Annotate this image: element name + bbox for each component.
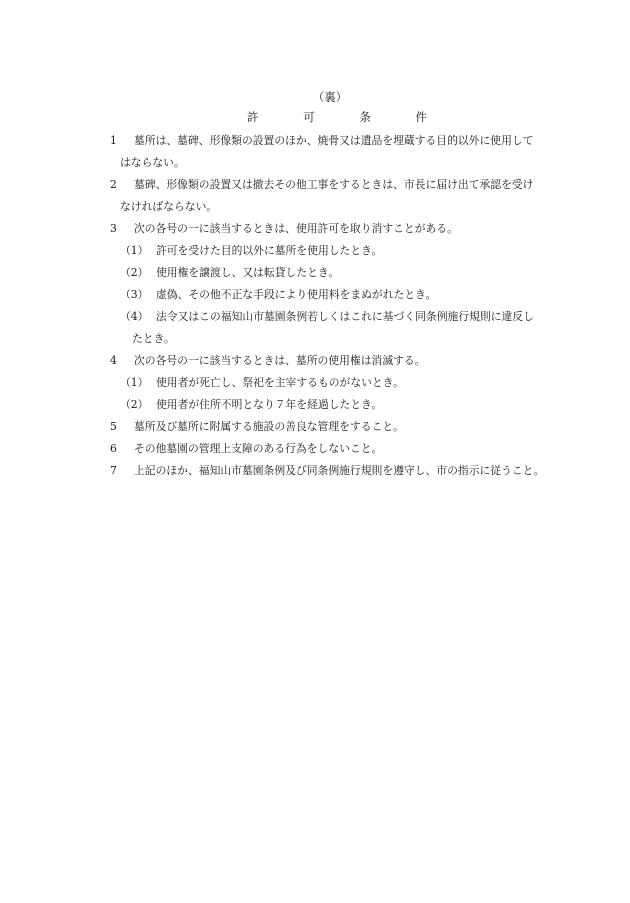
item-number: 5 — [110, 420, 117, 433]
condition-3-sub-3 — [110, 284, 580, 306]
sub-item-text: 使用者が住所不明となり７年を経過したとき。 — [156, 398, 383, 411]
page-title — [247, 109, 427, 125]
conditions-list — [110, 130, 580, 482]
sub-item-number: （1） — [120, 244, 149, 257]
sub-item-text: 法令又はこの福知山市墓園条例若しくはこれに基づく同条例施行規則に違反し — [156, 310, 534, 323]
item-number: 2 — [110, 178, 117, 191]
sub-item-number: （2） — [120, 266, 149, 279]
item-text: 次の各号の一に該当するときは、墓所の使用権は消滅する。 — [134, 354, 426, 367]
reverse-side-label: （裏） — [312, 90, 348, 104]
item-text: 墓碑、形像類の設置又は撤去その他工事をするときは、市長に届け出て承認を受け — [134, 178, 534, 191]
sub-item-text: 虚偽、その他不正な手段により使用料をまぬがれたとき。 — [156, 288, 437, 301]
sub-item-text: 許可を受けた目的以外に墓所を使用したとき。 — [156, 244, 383, 257]
condition-3-sub-1 — [110, 240, 580, 262]
title-char-2: 可 — [303, 110, 315, 124]
title-char-4: 件 — [415, 110, 427, 124]
item-text: その他墓園の管理上支障のある行為をしないこと。 — [134, 442, 383, 455]
condition-4-sub-2 — [110, 394, 580, 416]
sub-item-number: （4） — [120, 310, 149, 323]
condition-3-sub-2 — [110, 262, 580, 284]
sub-item-number: （3） — [120, 288, 149, 301]
condition-2 — [110, 174, 580, 196]
title-char-1: 許 — [247, 110, 259, 124]
condition-5 — [110, 416, 580, 438]
condition-4-sub-1 — [110, 372, 580, 394]
condition-3-sub-4-continued: たとき。 — [132, 332, 175, 345]
item-number: 6 — [110, 442, 117, 455]
item-text: 墓所は、墓碑、形像類の設置のほか、焼骨又は遺品を埋蔵する目的以外に使用して — [134, 134, 534, 147]
condition-3 — [110, 218, 580, 240]
item-number: 1 — [110, 134, 117, 147]
condition-1-continued: はならない。 — [120, 156, 185, 169]
item-number: 3 — [110, 222, 117, 235]
title-char-3: 条 — [359, 110, 371, 124]
sub-item-number: （1） — [120, 376, 149, 389]
condition-6 — [110, 438, 580, 460]
condition-3-sub-4 — [110, 306, 580, 328]
item-text: 墓所及び墓所に附属する施設の善良な管理をすること。 — [134, 420, 404, 433]
condition-4 — [110, 350, 580, 372]
condition-1 — [110, 130, 580, 152]
item-text: 上記のほか、福知山市墓園条例及び同条例施行規則を遵守し、市の指示に従うこと。 — [134, 464, 545, 477]
sub-item-number: （2） — [120, 398, 149, 411]
sub-item-text: 使用権を譲渡し、又は転貸したとき。 — [156, 266, 340, 279]
sub-item-text: 使用者が死亡し、祭祀を主宰するものがないとき。 — [156, 376, 404, 389]
item-number: 7 — [110, 464, 117, 477]
condition-7 — [110, 460, 580, 482]
item-number: 4 — [110, 354, 117, 367]
condition-2-continued: なければならない。 — [120, 200, 218, 213]
item-text: 次の各号の一に該当するときは、使用許可を取り消すことがある。 — [134, 222, 458, 235]
